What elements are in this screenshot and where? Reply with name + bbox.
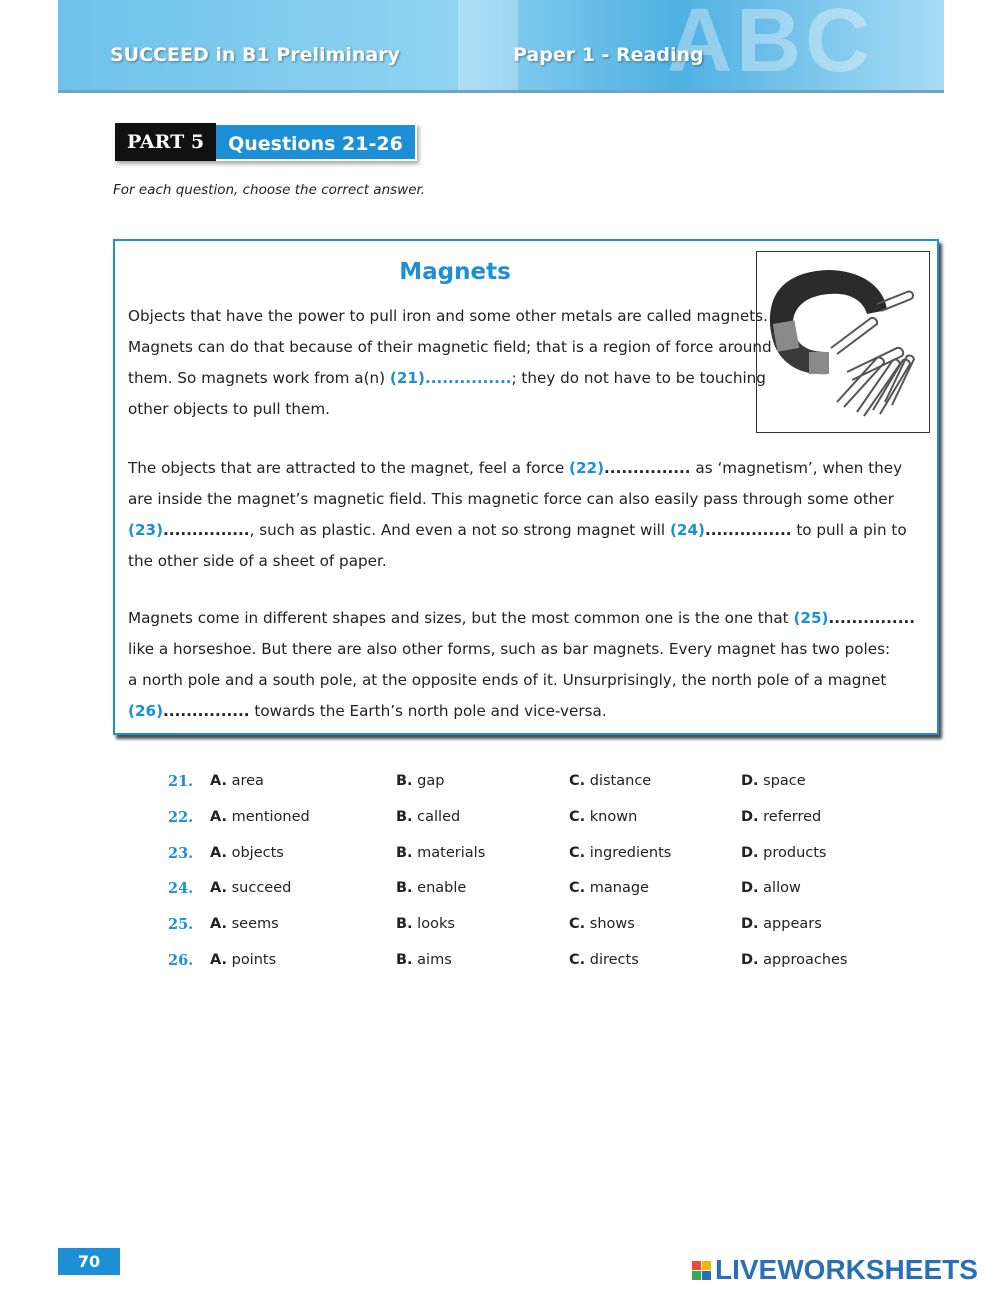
question-number: 26. bbox=[168, 951, 194, 969]
gap-23-number: (23) bbox=[128, 521, 164, 539]
gap-26-blank[interactable]: ............... bbox=[163, 702, 250, 720]
p2-line1b: as ‘magnetism’, when they bbox=[690, 459, 903, 477]
p2-line3b: to pull a pin to bbox=[791, 521, 907, 539]
question-number: 21. bbox=[168, 773, 194, 790]
option-row-23 bbox=[168, 845, 908, 881]
p3-line4b: towards the Earth’s north pole and vice-versa. bbox=[249, 702, 607, 720]
option-a[interactable]: A. succeed bbox=[210, 880, 292, 897]
paragraph-1 bbox=[128, 301, 772, 425]
p1-line1: Objects that have the power to pull iron and some other metals are called magnets. bbox=[128, 307, 768, 325]
option-row-25 bbox=[168, 916, 908, 952]
gap-22-blank[interactable]: ............... bbox=[604, 459, 691, 477]
option-b[interactable]: B. gap bbox=[396, 773, 445, 789]
question-number: 25. bbox=[168, 916, 194, 934]
gap-26-number: (26) bbox=[128, 702, 164, 720]
questions-range: Questions 21-26 bbox=[216, 123, 417, 161]
option-d[interactable]: D. products bbox=[741, 844, 827, 861]
option-d[interactable]: D. allow bbox=[741, 880, 801, 897]
gap-23-blank[interactable]: ............... bbox=[163, 521, 250, 539]
option-b[interactable]: B. materials bbox=[396, 844, 486, 861]
p1-line3b: ; they do not have to be touching bbox=[511, 369, 766, 387]
paper-title: Paper 1 - Reading bbox=[513, 44, 704, 66]
option-c[interactable]: C. known bbox=[569, 808, 638, 825]
part-label: PART 5 bbox=[115, 123, 216, 161]
banner-decor-letters: ABC bbox=[667, 0, 874, 90]
option-a[interactable]: A. seems bbox=[210, 916, 279, 933]
p2-line4: the other side of a sheet of paper. bbox=[128, 552, 387, 570]
p2-line3a: , such as plastic. And even a not so strong magnet will bbox=[249, 521, 670, 539]
option-b[interactable]: B. enable bbox=[396, 880, 467, 897]
option-d[interactable]: D. approaches bbox=[741, 951, 848, 968]
p2-line2: are inside the magnet’s magnetic field. This magnetic force can also easily pass through some other bbox=[128, 490, 894, 508]
option-c[interactable]: C. distance bbox=[569, 773, 652, 789]
paragraph-2 bbox=[128, 453, 907, 577]
reading-text-box bbox=[113, 239, 939, 735]
part-badge bbox=[115, 123, 417, 161]
answer-options bbox=[168, 773, 908, 988]
p3-line3: a north pole and a south pole, at the opposite ends of it. Unsurprisingly, the north pole of a magnet bbox=[128, 671, 887, 689]
pencil-cup-decoration bbox=[458, 0, 518, 90]
option-row-21 bbox=[168, 773, 908, 809]
gap-24-number: (24) bbox=[669, 521, 705, 539]
liveworksheets-logo-icon bbox=[692, 1261, 711, 1280]
gap-21-number: (21) bbox=[389, 369, 425, 387]
option-c[interactable]: C. directs bbox=[569, 951, 639, 968]
book-title: SUCCEED in B1 Preliminary bbox=[110, 44, 400, 66]
gap-21-blank[interactable]: ............... bbox=[424, 369, 512, 387]
gap-25-number: (25) bbox=[793, 609, 829, 627]
page-number: 70 bbox=[58, 1248, 120, 1275]
horseshoe-magnet-image bbox=[756, 251, 930, 433]
gap-24-blank[interactable]: ............... bbox=[704, 521, 792, 539]
p1-line4: other objects to pull them. bbox=[128, 400, 330, 418]
p1-line3a: them. So magnets work from a(n) bbox=[128, 369, 390, 387]
liveworksheets-logo bbox=[692, 1254, 978, 1286]
option-b[interactable]: B. looks bbox=[396, 916, 455, 933]
option-c[interactable]: C. manage bbox=[569, 880, 649, 897]
liveworksheets-logo-text: LIVEWORKSHEETS bbox=[715, 1254, 978, 1285]
gap-25-blank[interactable]: ............... bbox=[828, 609, 916, 627]
question-number: 24. bbox=[168, 880, 194, 898]
header-banner bbox=[58, 0, 944, 90]
paragraph-3 bbox=[128, 603, 915, 727]
option-d[interactable]: D. referred bbox=[741, 808, 822, 825]
text-title: Magnets bbox=[399, 259, 511, 285]
option-b[interactable]: B. called bbox=[396, 808, 461, 825]
option-a[interactable]: A. area bbox=[210, 773, 264, 789]
question-number: 23. bbox=[168, 844, 194, 862]
question-number: 22. bbox=[168, 808, 194, 826]
option-row-22 bbox=[168, 809, 908, 845]
option-a[interactable]: A. points bbox=[210, 951, 277, 968]
horseshoe-magnet-icon bbox=[757, 252, 929, 432]
option-a[interactable]: A. objects bbox=[210, 844, 284, 861]
instruction-text: For each question, choose the correct answer. bbox=[113, 182, 426, 198]
option-c[interactable]: C. ingredients bbox=[569, 844, 672, 861]
gap-22-number: (22) bbox=[569, 459, 605, 477]
option-row-24 bbox=[168, 880, 908, 916]
option-b[interactable]: B. aims bbox=[396, 951, 452, 968]
p2-line1a: The objects that are attracted to the magnet, feel a force bbox=[128, 459, 569, 477]
option-row-26 bbox=[168, 952, 908, 988]
option-a[interactable]: A. mentioned bbox=[210, 808, 310, 825]
p1-line2: Magnets can do that because of their magnetic field; that is a region of force around bbox=[128, 338, 772, 356]
p3-line2: like a horseshoe. But there are also other forms, such as bar magnets. Every magnet has two poles: bbox=[128, 640, 891, 658]
p3-line1a: Magnets come in different shapes and sizes, but the most common one is the one that bbox=[128, 609, 794, 627]
option-d[interactable]: D. space bbox=[741, 773, 806, 789]
option-d[interactable]: D. appears bbox=[741, 916, 822, 933]
option-c[interactable]: C. shows bbox=[569, 916, 635, 933]
